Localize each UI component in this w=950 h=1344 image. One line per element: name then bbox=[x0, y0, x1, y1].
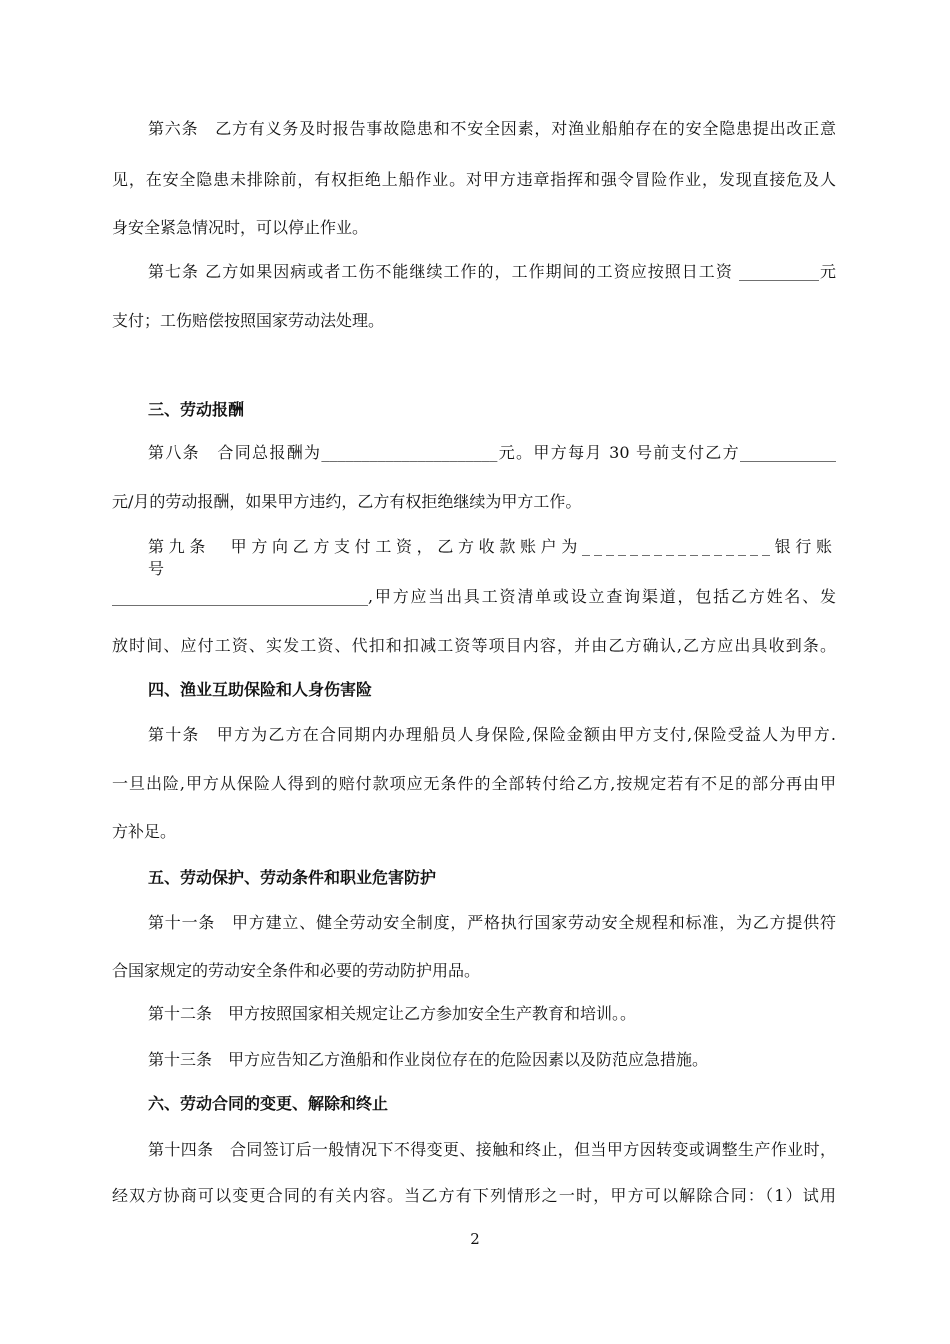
article-9-line-1: 第九条 甲方向乙方支付工资，乙方收款账户为________________银行账号 bbox=[148, 537, 836, 578]
article-6-line-2: 见，在安全隐患未排除前，有权拒绝上船作业。对甲方违章指挥和强令冒险作业，发现直接危及人 bbox=[112, 170, 836, 189]
article-8-line-2: 元/月的劳动报酬，如果甲方违约，乙方有权拒绝继续为甲方工作。 bbox=[112, 492, 582, 511]
section-heading-4: 四、渔业互助保险和人身伤害险 bbox=[148, 680, 373, 699]
article-6-line-3: 身安全紧急情况时，可以停止作业。 bbox=[112, 218, 369, 237]
article-7-line-1: 第七条 乙方如果因病或者工伤不能继续工作的，工作期间的工资应按照日工资 __________元 bbox=[148, 262, 836, 281]
section-heading-3: 三、劳动报酬 bbox=[148, 400, 245, 419]
article-9-line-3: 放时间、应付工资、实发工资、代扣和扣减工资等项目内容，并由乙方确认,乙方应出具收到条。 bbox=[112, 636, 836, 655]
article-14-line-2: 经双方协商可以变更合同的有关内容。当乙方有下列情形之一时，甲方可以解除合同：（1）试用 bbox=[112, 1186, 836, 1205]
article-10-line-3: 方补足。 bbox=[112, 822, 177, 841]
article-10-line-2: 一旦出险,甲方从保险人得到的赔付款项应无条件的全部转付给乙方,按规定若有不足的部分再由甲 bbox=[112, 774, 836, 793]
article-11-line-2: 合国家规定的劳动安全条件和必要的劳动防护用品。 bbox=[112, 961, 481, 980]
section-heading-6: 六、劳动合同的变更、解除和终止 bbox=[148, 1094, 389, 1113]
section-heading-5: 五、劳动保护、劳动条件和职业危害防护 bbox=[148, 868, 437, 887]
page-number: 2 bbox=[470, 1230, 480, 1248]
article-8-line-1: 第八条 合同总报酬为______________________元。甲方每月 30 号前支付乙方____________ bbox=[148, 443, 836, 462]
article-13: 第十三条 甲方应告知乙方渔船和作业岗位存在的危险因素以及防范应急措施。 bbox=[148, 1050, 709, 1069]
article-10-line-1: 第十条 甲方为乙方在合同期内办理船员人身保险,保险金额由甲方支付,保险受益人为甲方. bbox=[148, 725, 836, 744]
article-7-line-2: 支付；工伤赔偿按照国家劳动法处理。 bbox=[112, 311, 385, 330]
article-11-line-1: 第十一条 甲方建立、健全劳动安全制度，严格执行国家劳动安全规程和标准，为乙方提供符 bbox=[148, 913, 836, 932]
article-9-line-2: ________________________________,甲方应当出具工资清单或设立查询渠道，包括乙方姓名、发 bbox=[112, 587, 836, 606]
article-14-line-1: 第十四条 合同签订后一般情况下不得变更、接触和终止，但当甲方因转变或调整生产作业时， bbox=[148, 1140, 836, 1159]
article-6-line-1: 第六条 乙方有义务及时报告事故隐患和不安全因素，对渔业船舶存在的安全隐患提出改正意 bbox=[148, 119, 836, 138]
article-12: 第十二条 甲方按照国家相关规定让乙方参加安全生产教育和培训。。 bbox=[148, 1004, 637, 1023]
